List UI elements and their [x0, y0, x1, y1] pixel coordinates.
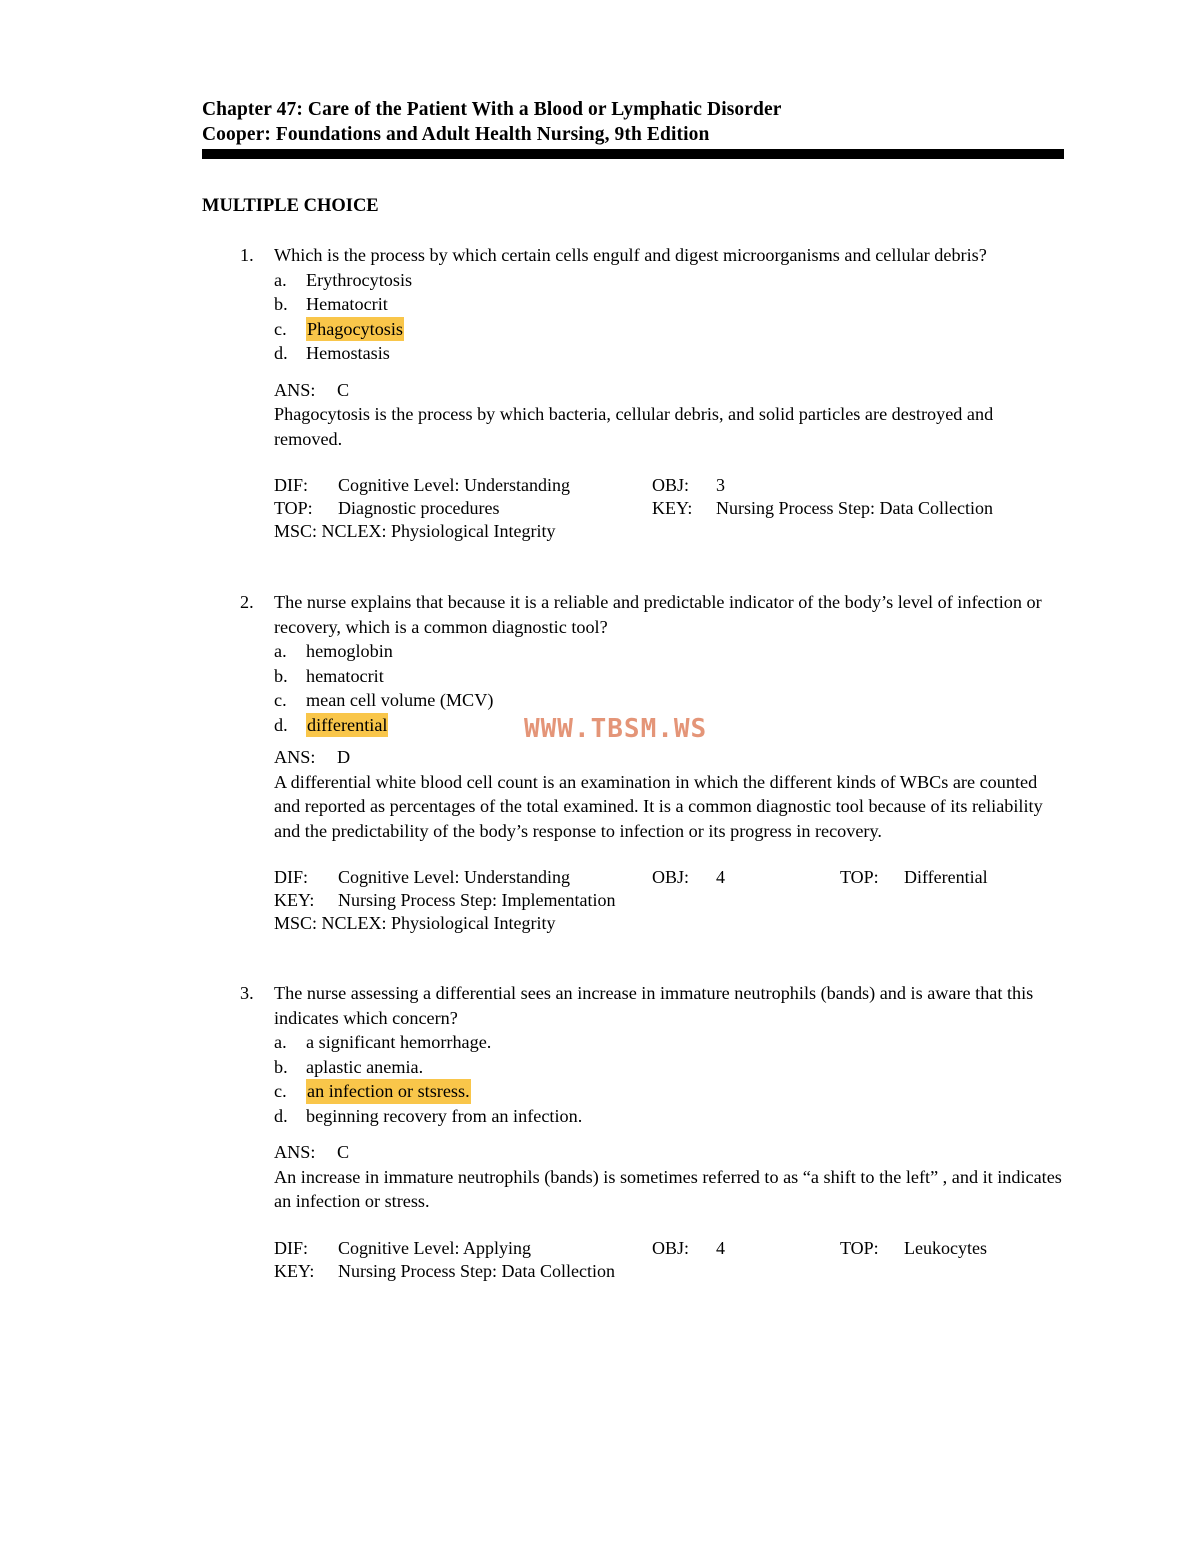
book-title: Cooper: Foundations and Adult Health Nursing, 9th Edition — [202, 124, 710, 145]
section-title: MULTIPLE CHOICE — [202, 196, 379, 216]
highlighted-answer: differential — [306, 713, 388, 738]
option-d: d. beginning recovery from an infection. — [274, 1105, 583, 1126]
question-metadata: DIF: Cognitive Level: Understanding OBJ: 4 TOP: Differential KEY: Nursing Process Step: Implementation MSC: NCLEX: Physiological Integrity — [274, 867, 988, 933]
option-d: d. Hemostasis — [274, 343, 390, 363]
answer-value: D — [337, 747, 351, 767]
question-stem: The nurse assessing a differential sees an increase in immature neutrophils (bands) and is aware that this indicates which concern? — [274, 983, 1034, 1028]
watermark: WWW.TBSM.WS — [524, 714, 708, 744]
chapter-title: Chapter 47: Care of the Patient With a Blood or Lymphatic Disorder — [202, 99, 782, 120]
answer-line: ANS: D — [274, 747, 351, 767]
option-c: c. an infection or stsress. — [202, 1079, 1082, 1104]
question-number: 1. — [240, 245, 254, 265]
option-c: c. Phagocytosis — [202, 317, 1082, 342]
header-rule — [202, 149, 1064, 159]
option-a: a. hemoglobin — [274, 641, 393, 661]
question-metadata: DIF: Cognitive Level: Understanding OBJ: 3 TOP: Diagnostic procedures KEY: Nursing Process Step: Data Collection MSC: NCLEX: Physiological Integrity — [274, 475, 993, 541]
option-b: b. hematocrit — [274, 665, 384, 686]
highlighted-answer: an infection or stsress. — [306, 1079, 471, 1104]
question-3 — [202, 981, 1082, 1282]
question-stem: Which is the process by which certain cells engulf and digest microorganisms and cellular debris? — [274, 245, 987, 265]
option-b: b. aplastic anemia. — [274, 1056, 424, 1077]
rationale: An increase in immature neutrophils (bands) is sometimes referred to as “a shift to the left” , and it indicates an infection or stress. — [274, 1166, 1062, 1211]
question-stem: The nurse explains that because it is a reliable and predictable indicator of the body’s level of infection or recovery, which is a common diagnostic tool? — [274, 592, 1042, 637]
answer-value: C — [337, 379, 350, 400]
question-number: 2. — [240, 592, 254, 612]
question-1 — [202, 243, 1082, 542]
option-a: a. a significant hemorrhage. — [274, 1032, 492, 1052]
question-2 — [202, 590, 1082, 934]
rationale: Phagocytosis is the process by which bacteria, cellular debris, and solid particles are destroyed and removed. — [274, 404, 994, 449]
answer-line: ANS: C — [274, 1142, 350, 1162]
option-a: a. Erythrocytosis — [274, 269, 413, 290]
highlighted-answer: Phagocytosis — [306, 317, 404, 342]
rationale: A differential white blood cell count is an examination in which the different kinds of WBCs are counted and reported as percentages of the total examined. It is a common diagnostic tool because of its reliability and the predictability of the body’s response to infection or its progress in recovery. — [274, 771, 1043, 841]
question-number: 3. — [240, 983, 254, 1003]
option-c: c. mean cell volume (MCV) — [274, 690, 494, 710]
answer-value: C — [337, 1142, 350, 1162]
option-b: b. Hematocrit — [274, 294, 388, 314]
question-metadata: DIF: Cognitive Level: Applying OBJ: 4 TOP: Leukocytes KEY: Nursing Process Step: Data Collection — [274, 1237, 987, 1281]
option-d: d. differential — [202, 713, 1082, 738]
answer-line: ANS: C — [274, 379, 350, 400]
